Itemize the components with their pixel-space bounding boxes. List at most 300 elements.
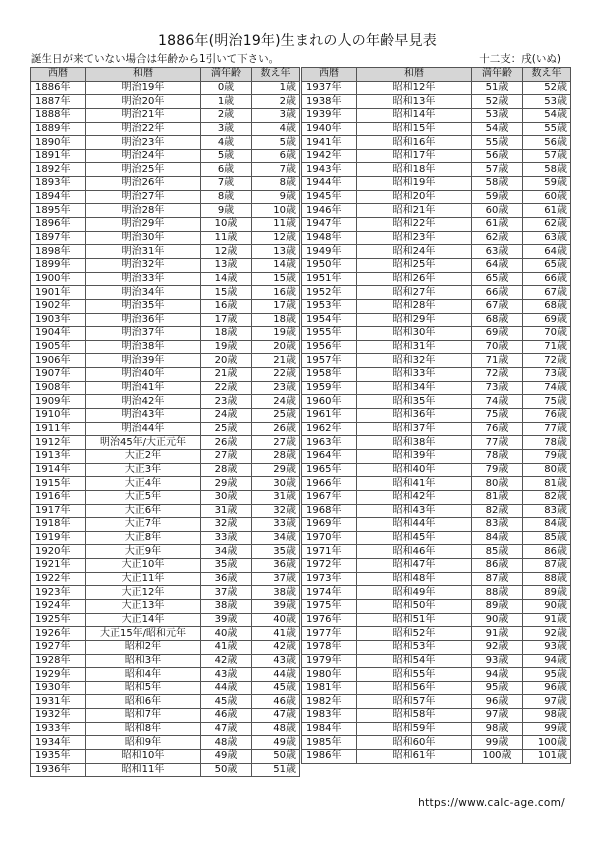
cell-western-year: 1893年 xyxy=(31,177,86,191)
cell-full-age: 63歳 xyxy=(472,245,523,259)
table-row xyxy=(31,368,300,382)
cell-kazoe-age: 56歳 xyxy=(523,136,571,150)
table-row xyxy=(302,340,571,354)
cell-japanese-era: 昭和7年 xyxy=(86,709,201,723)
cell-full-age: 32歳 xyxy=(201,518,252,532)
table-row xyxy=(31,763,300,777)
cell-full-age: 84歳 xyxy=(472,531,523,545)
cell-full-age: 2歳 xyxy=(201,108,252,122)
footer-url: https://www.calc-age.com/ xyxy=(418,797,565,809)
cell-western-year: 1926年 xyxy=(31,627,86,641)
cell-western-year: 1892年 xyxy=(31,163,86,177)
cell-full-age: 13歳 xyxy=(201,258,252,272)
cell-kazoe-age: 7歳 xyxy=(252,163,300,177)
cell-full-age: 31歳 xyxy=(201,504,252,518)
cell-western-year: 1925年 xyxy=(31,613,86,627)
cell-western-year: 1973年 xyxy=(302,572,357,586)
cell-full-age: 72歳 xyxy=(472,368,523,382)
cell-full-age: 95歳 xyxy=(472,681,523,695)
cell-japanese-era: 昭和60年 xyxy=(357,736,472,750)
cell-kazoe-age: 65歳 xyxy=(523,258,571,272)
cell-western-year: 1927年 xyxy=(31,640,86,654)
table-row xyxy=(302,586,571,600)
cell-kazoe-age: 54歳 xyxy=(523,108,571,122)
header-kazoe-age: 数え年 xyxy=(252,68,300,82)
cell-western-year: 1943年 xyxy=(302,163,357,177)
cell-japanese-era: 大正5年 xyxy=(86,490,201,504)
cell-western-year: 1928年 xyxy=(31,654,86,668)
cell-western-year: 1950年 xyxy=(302,258,357,272)
table-row xyxy=(31,545,300,559)
cell-kazoe-age: 72歳 xyxy=(523,354,571,368)
table-row xyxy=(31,477,300,491)
cell-japanese-era: 明治20年 xyxy=(86,95,201,109)
cell-japanese-era: 昭和19年 xyxy=(357,177,472,191)
table-row xyxy=(302,449,571,463)
cell-full-age: 10歳 xyxy=(201,218,252,232)
cell-kazoe-age: 101歳 xyxy=(523,750,571,764)
table-header-row xyxy=(302,68,571,82)
table-row xyxy=(302,190,571,204)
table-row xyxy=(31,395,300,409)
cell-kazoe-age: 3歳 xyxy=(252,108,300,122)
cell-western-year: 1901年 xyxy=(31,286,86,300)
cell-kazoe-age: 82歳 xyxy=(523,490,571,504)
cell-kazoe-age: 50歳 xyxy=(252,750,300,764)
table-row xyxy=(302,354,571,368)
cell-full-age: 11歳 xyxy=(201,231,252,245)
table-row xyxy=(302,722,571,736)
table-row xyxy=(302,477,571,491)
cell-kazoe-age: 83歳 xyxy=(523,504,571,518)
cell-kazoe-age: 100歳 xyxy=(523,736,571,750)
cell-kazoe-age: 35歳 xyxy=(252,545,300,559)
cell-kazoe-age: 94歳 xyxy=(523,654,571,668)
cell-japanese-era: 明治36年 xyxy=(86,313,201,327)
cell-kazoe-age: 70歳 xyxy=(523,327,571,341)
cell-kazoe-age: 46歳 xyxy=(252,695,300,709)
cell-japanese-era: 昭和42年 xyxy=(357,490,472,504)
cell-full-age: 78歳 xyxy=(472,449,523,463)
cell-western-year: 1959年 xyxy=(302,381,357,395)
table-row xyxy=(302,258,571,272)
cell-western-year: 1941年 xyxy=(302,136,357,150)
cell-western-year: 1933年 xyxy=(31,722,86,736)
cell-japanese-era: 明治28年 xyxy=(86,204,201,218)
cell-western-year: 1923年 xyxy=(31,586,86,600)
cell-full-age: 47歳 xyxy=(201,722,252,736)
cell-kazoe-age: 21歳 xyxy=(252,354,300,368)
cell-western-year: 1935年 xyxy=(31,750,86,764)
cell-japanese-era: 昭和16年 xyxy=(357,136,472,150)
cell-full-age: 7歳 xyxy=(201,177,252,191)
cell-western-year: 1887年 xyxy=(31,95,86,109)
cell-western-year: 1948年 xyxy=(302,231,357,245)
cell-kazoe-age: 85歳 xyxy=(523,531,571,545)
cell-kazoe-age: 42歳 xyxy=(252,640,300,654)
cell-kazoe-age: 67歳 xyxy=(523,286,571,300)
table-row xyxy=(31,627,300,641)
table-row xyxy=(31,531,300,545)
cell-japanese-era: 明治41年 xyxy=(86,381,201,395)
cell-japanese-era: 明治19年 xyxy=(86,81,201,95)
cell-full-age: 94歳 xyxy=(472,668,523,682)
cell-full-age: 4歳 xyxy=(201,136,252,150)
cell-full-age: 89歳 xyxy=(472,599,523,613)
table-row xyxy=(302,627,571,641)
table-row xyxy=(302,395,571,409)
cell-kazoe-age: 64歳 xyxy=(523,245,571,259)
cell-full-age: 26歳 xyxy=(201,436,252,450)
cell-kazoe-age: 61歳 xyxy=(523,204,571,218)
cell-kazoe-age: 80歳 xyxy=(523,463,571,477)
cell-japanese-era: 昭和56年 xyxy=(357,681,472,695)
cell-kazoe-age: 4歳 xyxy=(252,122,300,136)
cell-western-year: 1977年 xyxy=(302,627,357,641)
cell-full-age: 64歳 xyxy=(472,258,523,272)
cell-japanese-era: 明治33年 xyxy=(86,272,201,286)
page-title: 1886年(明治19年)生まれの人の年齢早見表 xyxy=(158,33,437,49)
cell-japanese-era: 昭和37年 xyxy=(357,422,472,436)
cell-japanese-era: 大正14年 xyxy=(86,613,201,627)
cell-japanese-era: 大正13年 xyxy=(86,599,201,613)
table-row xyxy=(31,722,300,736)
table-row xyxy=(302,613,571,627)
cell-kazoe-age: 76歳 xyxy=(523,409,571,423)
cell-western-year: 1916年 xyxy=(31,490,86,504)
header-japanese-era: 和暦 xyxy=(357,68,472,82)
cell-full-age: 43歳 xyxy=(201,668,252,682)
table-row xyxy=(31,586,300,600)
cell-japanese-era: 昭和50年 xyxy=(357,599,472,613)
table-row xyxy=(302,245,571,259)
cell-western-year: 1983年 xyxy=(302,709,357,723)
table-row xyxy=(31,613,300,627)
cell-western-year: 1919年 xyxy=(31,531,86,545)
cell-full-age: 52歳 xyxy=(472,95,523,109)
table-row xyxy=(31,504,300,518)
cell-kazoe-age: 12歳 xyxy=(252,231,300,245)
table-row xyxy=(31,299,300,313)
cell-full-age: 20歳 xyxy=(201,354,252,368)
table-row xyxy=(302,313,571,327)
cell-kazoe-age: 26歳 xyxy=(252,422,300,436)
cell-kazoe-age: 1歳 xyxy=(252,81,300,95)
cell-kazoe-age: 84歳 xyxy=(523,518,571,532)
cell-japanese-era: 昭和31年 xyxy=(357,340,472,354)
cell-western-year: 1964年 xyxy=(302,449,357,463)
cell-full-age: 17歳 xyxy=(201,313,252,327)
table-row xyxy=(302,559,571,573)
table-row xyxy=(31,709,300,723)
cell-kazoe-age: 9歳 xyxy=(252,190,300,204)
cell-kazoe-age: 23歳 xyxy=(252,381,300,395)
cell-japanese-era: 昭和9年 xyxy=(86,736,201,750)
cell-western-year: 1920年 xyxy=(31,545,86,559)
cell-western-year: 1985年 xyxy=(302,736,357,750)
cell-japanese-era: 昭和55年 xyxy=(357,668,472,682)
cell-kazoe-age: 22歳 xyxy=(252,368,300,382)
cell-japanese-era: 昭和24年 xyxy=(357,245,472,259)
table-row xyxy=(31,177,300,191)
cell-western-year: 1962年 xyxy=(302,422,357,436)
cell-kazoe-age: 45歳 xyxy=(252,681,300,695)
cell-kazoe-age: 30歳 xyxy=(252,477,300,491)
cell-kazoe-age: 74歳 xyxy=(523,381,571,395)
cell-western-year: 1909年 xyxy=(31,395,86,409)
cell-kazoe-age: 11歳 xyxy=(252,218,300,232)
cell-western-year: 1972年 xyxy=(302,559,357,573)
cell-full-age: 19歳 xyxy=(201,340,252,354)
table-row xyxy=(31,245,300,259)
cell-western-year: 1907年 xyxy=(31,368,86,382)
cell-full-age: 61歳 xyxy=(472,218,523,232)
cell-kazoe-age: 15歳 xyxy=(252,272,300,286)
cell-japanese-era: 昭和49年 xyxy=(357,586,472,600)
cell-western-year: 1961年 xyxy=(302,409,357,423)
cell-full-age: 73歳 xyxy=(472,381,523,395)
table-row xyxy=(31,258,300,272)
cell-kazoe-age: 36歳 xyxy=(252,559,300,573)
table-row xyxy=(302,108,571,122)
cell-western-year: 1908年 xyxy=(31,381,86,395)
cell-japanese-era: 大正11年 xyxy=(86,572,201,586)
cell-japanese-era: 明治45年/大正元年 xyxy=(86,436,201,450)
cell-japanese-era: 大正10年 xyxy=(86,559,201,573)
table-row xyxy=(31,518,300,532)
cell-full-age: 69歳 xyxy=(472,327,523,341)
cell-full-age: 30歳 xyxy=(201,490,252,504)
table-row xyxy=(302,149,571,163)
cell-japanese-era: 昭和20年 xyxy=(357,190,472,204)
cell-full-age: 16歳 xyxy=(201,299,252,313)
table-row xyxy=(31,81,300,95)
cell-kazoe-age: 92歳 xyxy=(523,627,571,641)
table-row xyxy=(31,668,300,682)
cell-western-year: 1903年 xyxy=(31,313,86,327)
cell-full-age: 18歳 xyxy=(201,327,252,341)
cell-japanese-era: 昭和41年 xyxy=(357,477,472,491)
cell-kazoe-age: 93歳 xyxy=(523,640,571,654)
table-row xyxy=(302,122,571,136)
table-row xyxy=(31,463,300,477)
table-row xyxy=(31,95,300,109)
cell-western-year: 1965年 xyxy=(302,463,357,477)
cell-western-year: 1937年 xyxy=(302,81,357,95)
table-row xyxy=(302,368,571,382)
cell-kazoe-age: 53歳 xyxy=(523,95,571,109)
cell-western-year: 1960年 xyxy=(302,395,357,409)
cell-western-year: 1914年 xyxy=(31,463,86,477)
cell-full-age: 99歳 xyxy=(472,736,523,750)
cell-western-year: 1924年 xyxy=(31,599,86,613)
cell-full-age: 44歳 xyxy=(201,681,252,695)
table-row xyxy=(31,218,300,232)
cell-kazoe-age: 5歳 xyxy=(252,136,300,150)
table-row xyxy=(31,572,300,586)
cell-western-year: 1963年 xyxy=(302,436,357,450)
birthday-note: 誕生日が来ていない場合は年齢から1引いて下さい。 xyxy=(31,53,280,65)
table-row xyxy=(31,204,300,218)
cell-western-year: 1969年 xyxy=(302,518,357,532)
cell-full-age: 88歳 xyxy=(472,586,523,600)
table-body-right xyxy=(302,81,571,763)
cell-full-age: 34歳 xyxy=(201,545,252,559)
cell-japanese-era: 昭和47年 xyxy=(357,559,472,573)
header-full-age: 満年齢 xyxy=(472,68,523,82)
cell-western-year: 1906年 xyxy=(31,354,86,368)
cell-japanese-era: 昭和51年 xyxy=(357,613,472,627)
table-row xyxy=(302,654,571,668)
cell-full-age: 14歳 xyxy=(201,272,252,286)
cell-western-year: 1968年 xyxy=(302,504,357,518)
cell-full-age: 76歳 xyxy=(472,422,523,436)
cell-japanese-era: 昭和35年 xyxy=(357,395,472,409)
cell-japanese-era: 昭和44年 xyxy=(357,518,472,532)
cell-western-year: 1939年 xyxy=(302,108,357,122)
cell-full-age: 96歳 xyxy=(472,695,523,709)
table-row xyxy=(302,327,571,341)
cell-kazoe-age: 27歳 xyxy=(252,436,300,450)
table-row xyxy=(31,136,300,150)
cell-full-age: 37歳 xyxy=(201,586,252,600)
cell-western-year: 1954年 xyxy=(302,313,357,327)
table-row xyxy=(31,750,300,764)
table-row xyxy=(31,286,300,300)
cell-full-age: 33歳 xyxy=(201,531,252,545)
cell-full-age: 82歳 xyxy=(472,504,523,518)
cell-japanese-era: 明治26年 xyxy=(86,177,201,191)
cell-kazoe-age: 86歳 xyxy=(523,545,571,559)
cell-full-age: 56歳 xyxy=(472,149,523,163)
cell-full-age: 81歳 xyxy=(472,490,523,504)
cell-japanese-era: 昭和14年 xyxy=(357,108,472,122)
cell-japanese-era: 昭和34年 xyxy=(357,381,472,395)
table-row xyxy=(302,709,571,723)
cell-japanese-era: 明治22年 xyxy=(86,122,201,136)
cell-full-age: 1歳 xyxy=(201,95,252,109)
age-table-left xyxy=(30,67,300,777)
table-row xyxy=(302,163,571,177)
cell-full-age: 92歳 xyxy=(472,640,523,654)
cell-western-year: 1953年 xyxy=(302,299,357,313)
cell-kazoe-age: 31歳 xyxy=(252,490,300,504)
cell-japanese-era: 昭和36年 xyxy=(357,409,472,423)
cell-western-year: 1932年 xyxy=(31,709,86,723)
cell-western-year: 1976年 xyxy=(302,613,357,627)
cell-kazoe-age: 34歳 xyxy=(252,531,300,545)
cell-kazoe-age: 90歳 xyxy=(523,599,571,613)
cell-western-year: 1917年 xyxy=(31,504,86,518)
cell-japanese-era: 昭和13年 xyxy=(357,95,472,109)
cell-western-year: 1886年 xyxy=(31,81,86,95)
cell-japanese-era: 明治44年 xyxy=(86,422,201,436)
table-row xyxy=(31,122,300,136)
cell-japanese-era: 昭和26年 xyxy=(357,272,472,286)
cell-full-age: 90歳 xyxy=(472,613,523,627)
cell-full-age: 21歳 xyxy=(201,368,252,382)
cell-kazoe-age: 18歳 xyxy=(252,313,300,327)
cell-western-year: 1896年 xyxy=(31,218,86,232)
cell-kazoe-age: 2歳 xyxy=(252,95,300,109)
table-row xyxy=(31,190,300,204)
cell-full-age: 80歳 xyxy=(472,477,523,491)
cell-kazoe-age: 75歳 xyxy=(523,395,571,409)
cell-full-age: 48歳 xyxy=(201,736,252,750)
cell-full-age: 28歳 xyxy=(201,463,252,477)
cell-western-year: 1936年 xyxy=(31,763,86,777)
cell-japanese-era: 昭和6年 xyxy=(86,695,201,709)
cell-japanese-era: 昭和61年 xyxy=(357,750,472,764)
cell-japanese-era: 昭和25年 xyxy=(357,258,472,272)
table-row xyxy=(302,695,571,709)
cell-japanese-era: 明治42年 xyxy=(86,395,201,409)
cell-western-year: 1912年 xyxy=(31,436,86,450)
table-row xyxy=(31,327,300,341)
cell-western-year: 1890年 xyxy=(31,136,86,150)
cell-full-age: 29歳 xyxy=(201,477,252,491)
cell-western-year: 1966年 xyxy=(302,477,357,491)
table-row xyxy=(31,409,300,423)
cell-full-age: 83歳 xyxy=(472,518,523,532)
cell-full-age: 66歳 xyxy=(472,286,523,300)
cell-full-age: 12歳 xyxy=(201,245,252,259)
cell-western-year: 1957年 xyxy=(302,354,357,368)
cell-kazoe-age: 43歳 xyxy=(252,654,300,668)
cell-western-year: 1980年 xyxy=(302,668,357,682)
cell-western-year: 1894年 xyxy=(31,190,86,204)
table-row xyxy=(302,599,571,613)
cell-western-year: 1895年 xyxy=(31,204,86,218)
header-kazoe-age: 数え年 xyxy=(523,68,571,82)
table-row xyxy=(31,163,300,177)
table-row xyxy=(31,654,300,668)
cell-kazoe-age: 89歳 xyxy=(523,586,571,600)
header-full-age: 満年齢 xyxy=(201,68,252,82)
cell-japanese-era: 昭和12年 xyxy=(357,81,472,95)
cell-japanese-era: 昭和52年 xyxy=(357,627,472,641)
table-row xyxy=(302,231,571,245)
cell-japanese-era: 昭和32年 xyxy=(357,354,472,368)
cell-full-age: 40歳 xyxy=(201,627,252,641)
cell-japanese-era: 明治30年 xyxy=(86,231,201,245)
cell-western-year: 1900年 xyxy=(31,272,86,286)
cell-japanese-era: 昭和15年 xyxy=(357,122,472,136)
cell-japanese-era: 大正4年 xyxy=(86,477,201,491)
cell-japanese-era: 大正15年/昭和元年 xyxy=(86,627,201,641)
cell-japanese-era: 明治27年 xyxy=(86,190,201,204)
cell-western-year: 1918年 xyxy=(31,518,86,532)
table-row xyxy=(31,272,300,286)
cell-western-year: 1952年 xyxy=(302,286,357,300)
header-western-year: 西暦 xyxy=(302,68,357,82)
cell-kazoe-age: 8歳 xyxy=(252,177,300,191)
cell-kazoe-age: 37歳 xyxy=(252,572,300,586)
table-row xyxy=(31,599,300,613)
table-row xyxy=(302,490,571,504)
cell-japanese-era: 昭和57年 xyxy=(357,695,472,709)
table-row xyxy=(31,231,300,245)
cell-western-year: 1929年 xyxy=(31,668,86,682)
table-row xyxy=(302,204,571,218)
table-row xyxy=(302,531,571,545)
table-row xyxy=(302,518,571,532)
cell-full-age: 50歳 xyxy=(201,763,252,777)
cell-western-year: 1913年 xyxy=(31,449,86,463)
header-western-year: 西暦 xyxy=(31,68,86,82)
cell-kazoe-age: 60歳 xyxy=(523,190,571,204)
cell-japanese-era: 昭和22年 xyxy=(357,218,472,232)
